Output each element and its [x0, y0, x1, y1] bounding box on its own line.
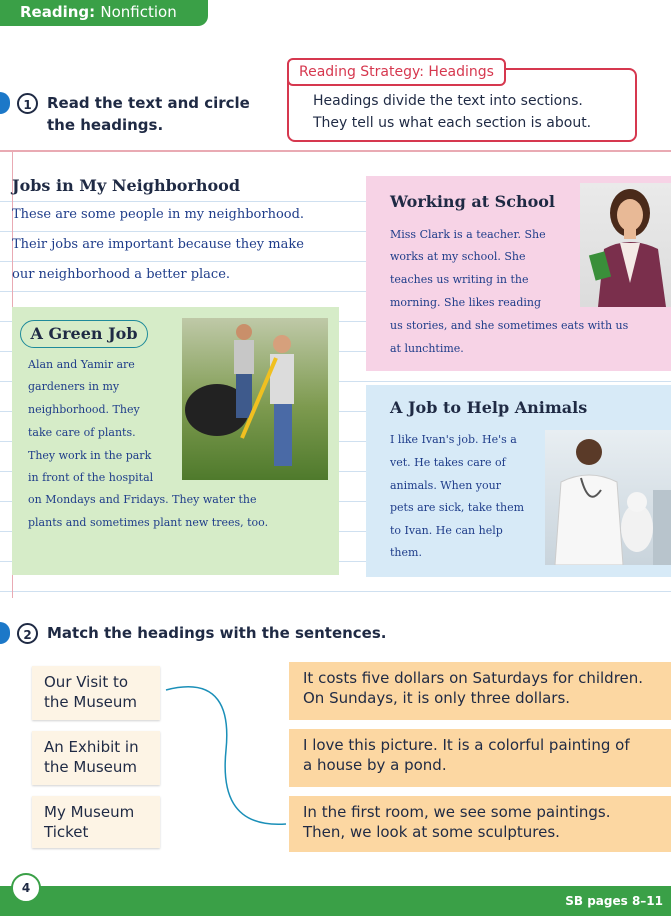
intro-line-2: Their jobs are important because they make	[12, 237, 304, 252]
activity-2-marker	[0, 622, 10, 644]
intro-line-3: our neighborhood a better place.	[12, 267, 231, 282]
animals-line-6: them.	[390, 546, 422, 559]
strategy-line-1: Headings divide the text into sections.	[313, 93, 583, 109]
activity-2-instruction: Match the headings with the sentences.	[47, 624, 387, 642]
article-title: Jobs in My Neighborhood	[12, 176, 241, 195]
sb-pages-reference: SB pages 8–11	[565, 894, 663, 908]
sentence-option-line-1: In the first room, we see some paintings.	[303, 803, 611, 821]
sentence-option[interactable]	[289, 729, 671, 787]
heading-option-line-2: the Museum	[44, 693, 137, 711]
heading-option-line-1: An Exhibit in	[44, 738, 139, 756]
strategy-title: Reading Strategy: Headings	[287, 58, 506, 86]
heading-option-line-2: the Museum	[44, 758, 137, 776]
activity-2-number: 2	[17, 623, 38, 644]
sentence-option-line-1: I love this picture. It is a colorful painting of	[303, 736, 630, 754]
page-number: 4	[11, 873, 41, 903]
school-line-4: morning. She likes reading	[390, 296, 542, 309]
school-line-3: teaches us writing in the	[390, 273, 529, 286]
green-job-heading: A Green Job	[20, 320, 148, 348]
green-line-1: Alan and Yamir are	[28, 358, 135, 371]
activity-1-number: 1	[17, 93, 38, 114]
gardeners-photo	[182, 318, 328, 480]
school-line-6: at lunchtime.	[390, 342, 464, 355]
section-label: Reading:	[20, 3, 96, 21]
strategy-line-2: They tell us what each section is about.	[313, 115, 592, 131]
section-topic: Nonfiction	[100, 3, 177, 21]
green-line-3: neighborhood. They	[28, 403, 140, 416]
sentence-option-line-2: Then, we look at some sculptures.	[303, 823, 560, 841]
animals-line-4: pets are sick, take them	[390, 501, 525, 514]
sentence-option-line-2: a house by a pond.	[303, 756, 447, 774]
green-line-4: take care of plants.	[28, 426, 136, 439]
green-line-8: plants and sometimes plant new trees, too.	[28, 516, 269, 529]
vet-photo	[545, 430, 671, 565]
heading-option[interactable]	[32, 796, 160, 848]
heading-option[interactable]	[32, 666, 160, 720]
green-line-5: They work in the park	[28, 449, 152, 462]
activity-1-marker	[0, 92, 10, 114]
match-line	[160, 680, 292, 830]
teacher-photo	[580, 183, 671, 307]
heading-option-line-1: My Museum	[44, 803, 135, 821]
animals-heading: A Job to Help Animals	[390, 398, 588, 417]
animals-line-3: animals. When your	[390, 479, 501, 492]
sentence-option[interactable]	[289, 796, 671, 852]
animals-line-2: vet. He takes care of	[390, 456, 506, 469]
sentence-option[interactable]	[289, 662, 671, 720]
intro-line-1: These are some people in my neighborhood.	[12, 207, 305, 222]
green-line-7: on Mondays and Fridays. They water the	[28, 493, 257, 506]
heading-option-line-1: Our Visit to	[44, 673, 129, 691]
school-line-5: us stories, and she sometimes eats with us	[390, 319, 629, 332]
heading-option-line-2: Ticket	[44, 823, 89, 841]
green-line-6: in front of the hospital	[28, 471, 154, 484]
heading-option[interactable]	[32, 731, 160, 785]
school-line-2: works at my school. She	[390, 250, 526, 263]
sentence-option-line-1: It costs five dollars on Saturdays for children.	[303, 669, 644, 687]
animals-line-5: to Ivan. He can help	[390, 524, 503, 537]
school-line-1: Miss Clark is a teacher. She	[390, 228, 546, 241]
sentence-option-line-2: On Sundays, it is only three dollars.	[303, 689, 571, 707]
animals-line-1: I like Ivan's job. He's a	[390, 433, 517, 446]
activity-1-instruction-line-2: the headings.	[47, 116, 164, 134]
section-tab	[0, 0, 208, 26]
school-heading: Working at School	[390, 192, 555, 211]
activity-1-instruction-line-1: Read the text and circle	[47, 94, 250, 112]
green-line-2: gardeners in my	[28, 380, 120, 393]
